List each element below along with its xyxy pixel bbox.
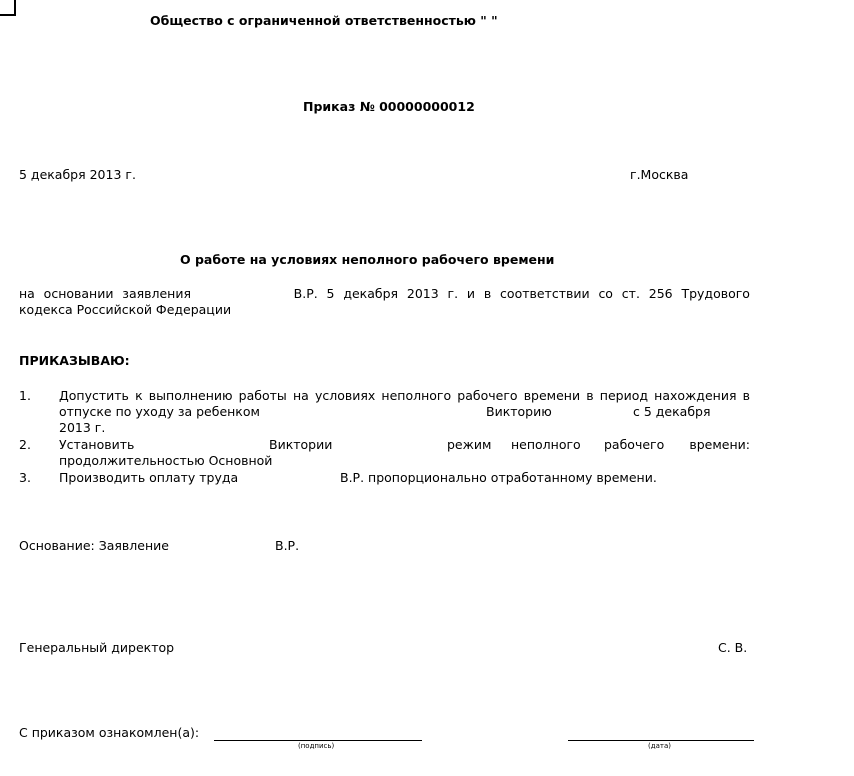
item-2-word: рабочего: [604, 437, 665, 452]
corner-mark: [0, 0, 16, 16]
item-2-word: Установить: [59, 437, 135, 452]
signature-caption: (подпись): [298, 742, 335, 750]
basis-word: заявления: [122, 286, 191, 301]
basis-word: декабря: [343, 286, 399, 301]
date-caption: (дата): [648, 742, 671, 750]
org-name: Общество с ограниченной ответственностью " ": [150, 13, 498, 28]
item-1-line-2c: с 5 декабря: [633, 404, 711, 419]
orders-heading: ПРИКАЗЫВАЮ:: [19, 353, 130, 368]
basis-line-2: кодекса Российской Федерации: [19, 302, 232, 317]
item-3-line-1b: В.Р. пропорционально отработанному времени.: [340, 470, 657, 485]
director-position: Генеральный директор: [19, 640, 175, 655]
item-2-word: Виктории: [269, 437, 333, 452]
item-1-line-3: 2013 г.: [59, 420, 106, 435]
basis-word: со: [598, 286, 613, 301]
item-3-line-1a: Производить оплату труда: [59, 470, 239, 485]
item-1-line-2a: отпуске по уходу за ребенком: [59, 404, 260, 419]
order-city: г.Москва: [630, 167, 689, 182]
basis-line-1: [19, 286, 750, 302]
acknowledgement-label: С приказом ознакомлен(а):: [19, 725, 200, 740]
basis-word: В.Р.: [293, 286, 318, 301]
basis-word: ст.: [621, 286, 640, 301]
basis-word: основании: [43, 286, 114, 301]
basis-word: 2013: [406, 286, 439, 301]
item-2-line-2: продолжительностью Основной: [59, 453, 273, 468]
order-date: 5 декабря 2013 г.: [19, 167, 136, 182]
basis-word: и: [466, 286, 476, 301]
item-2-word: неполного: [511, 437, 581, 452]
basis-word: 5: [326, 286, 335, 301]
signature-line[interactable]: [214, 740, 422, 741]
order-subject: О работе на условиях неполного рабочего времени: [180, 252, 555, 267]
item-number: 3.: [19, 470, 31, 485]
item-1-line-1: Допустить к выполнению работы на условиях неполного рабочего времени в период нахождения в: [59, 388, 750, 403]
order-title: Приказ № 00000000012: [303, 99, 475, 114]
basis-word: Трудового: [681, 286, 750, 301]
basis-word: в: [483, 286, 492, 301]
basis-note-initials: В.Р.: [275, 538, 300, 553]
item-number: 1.: [19, 388, 31, 403]
basis-gap: [200, 286, 285, 302]
basis-note-label: Основание: Заявление: [19, 538, 169, 553]
item-number: 2.: [19, 437, 31, 452]
basis-word: на: [19, 286, 35, 301]
director-initials: С. В.: [718, 640, 748, 655]
basis-word: соответствии: [500, 286, 590, 301]
date-line[interactable]: [568, 740, 754, 741]
item-2-word: режим: [447, 437, 492, 452]
basis-word: г.: [447, 286, 459, 301]
item-1-line-2b: Викторию: [486, 404, 552, 419]
basis-word: 256: [648, 286, 673, 301]
item-2-word: времени:: [689, 437, 750, 452]
